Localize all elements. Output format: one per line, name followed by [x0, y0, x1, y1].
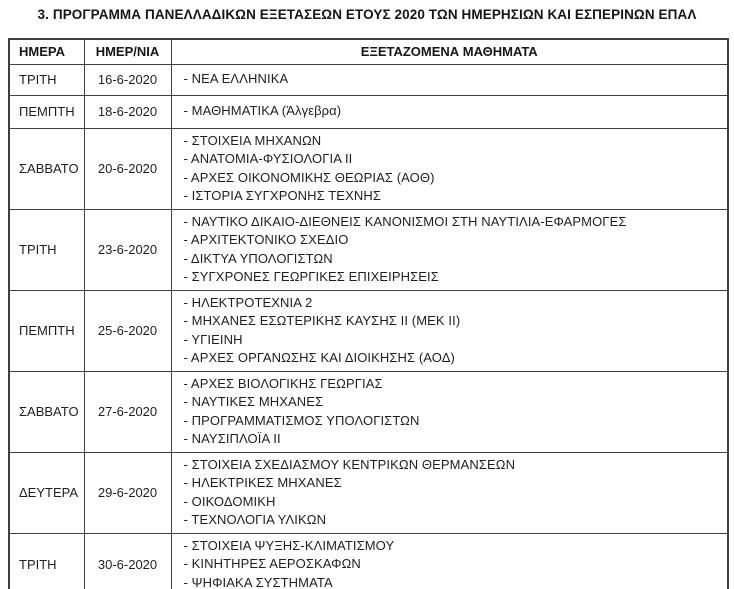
page-title: 3. ΠΡΟΓΡΑΜΜΑ ΠΑΝΕΛΛΑΔΙΚΩΝ ΕΞΕΤΑΣΕΩΝ ΕΤΟΥΣ 2020 ΤΩΝ ΗΜΕΡΗΣΙΩΝ ΚΑΙ ΕΣΠΕΡΙΝΩΝ ΕΠΑΛ: [37, 7, 697, 22]
header-subjects: ΕΞΕΤΑΖΟΜΕΝΑ ΜΑΘΗΜΑΤΑ: [171, 39, 728, 64]
subjects-cell: [171, 533, 728, 589]
subject-line: - ΜΗΧΑΝΕΣ ΕΣΩΤΕΡΙΚΗΣ ΚΑΥΣΗΣ II (ΜΕΚ II): [183, 313, 461, 328]
table-row: [9, 371, 728, 452]
subject-line: - ΟΙΚΟΔΟΜΙΚΗ: [183, 493, 276, 509]
table-row: [9, 128, 728, 209]
day-cell: ΣΑΒΒΑΤΟ: [9, 371, 84, 452]
table-row: [9, 452, 728, 533]
subject-line: - ΝΕΑ ΕΛΛΗΝΙΚΑ: [183, 71, 289, 87]
day-cell: ΤΡΙΤΗ: [9, 209, 84, 290]
subject-line: - ΝΑΥΣΙΠΛΟΪΑ II: [183, 431, 281, 446]
subject-line: - ΚΙΝΗΤΗΡΕΣ ΑΕΡΟΣΚΑΦΩΝ: [183, 556, 361, 571]
day-cell: ΤΡΙΤΗ: [9, 533, 84, 589]
subject-line: - ΑΡΧΕΣ ΟΙΚΟΝΟΜΙΚΗΣ ΘΕΩΡΙΑΣ (ΑΟΘ): [183, 169, 435, 185]
subject-line: - ΑΡΧΕΣ ΟΡΓΑΝΩΣΗΣ ΚΑΙ ΔΙΟΙΚΗΣΗΣ (ΑΟΔ): [183, 350, 455, 365]
date-cell: 18-6-2020: [84, 95, 171, 128]
table-row: [9, 290, 728, 371]
subjects-cell: [171, 64, 728, 95]
subject-line: - ΙΣΤΟΡΙΑ ΣΥΓΧΡΟΝΗΣ ΤΕΧΝΗΣ: [183, 188, 381, 203]
subject-line: - ΣΤΟΙΧΕΙΑ ΜΗΧΑΝΩΝ: [183, 132, 322, 148]
subject-line: - ΝΑΥΤΙΚΟ ΔΙΚΑΙΟ-ΔΙΕΘΝΕΙΣ ΚΑΝΟΝΙΣΜΟΙ ΣΤΗ ΝΑΥΤΙΛΙΑ-ΕΦΑΡΜΟΓΕΣ: [183, 213, 627, 229]
exam-schedule-table: [8, 38, 729, 589]
subject-line: - ΣΥΓΧΡΟΝΕΣ ΓΕΩΡΓΙΚΕΣ ΕΠΙΧΕΙΡΗΣΕΙΣ: [183, 269, 439, 284]
date-cell: 23-6-2020: [84, 209, 171, 290]
subject-line: - ΑΡΧΕΣ ΒΙΟΛΟΓΙΚΗΣ ΓΕΩΡΓΙΑΣ: [183, 375, 383, 391]
subject-line: - ΔΙΚΤΥΑ ΥΠΟΛΟΓΙΣΤΩΝ: [183, 250, 333, 266]
schedule-table-body: [9, 64, 728, 589]
day-cell: ΣΑΒΒΑΤΟ: [9, 128, 84, 209]
header-day: ΗΜΕΡΑ: [9, 39, 84, 64]
subjects-cell: [171, 290, 728, 371]
table-row: [9, 533, 728, 589]
subject-line: - ΣΤΟΙΧΕΙΑ ΣΧΕΔΙΑΣΜΟΥ ΚΕΝΤΡΙΚΩΝ ΘΕΡΜΑΝΣΕΩΝ: [183, 456, 516, 472]
subject-line: - ΑΝΑΤΟΜΙΑ-ΦΥΣΙΟΛΟΓΙΑ II: [183, 151, 353, 166]
subject-line: - ΠΡΟΓΡΑΜΜΑΤΙΣΜΟΣ ΥΠΟΛΟΓΙΣΤΩΝ: [183, 412, 420, 428]
header-row: [9, 39, 728, 64]
table-row: [9, 209, 728, 290]
subject-line: - ΑΡΧΙΤΕΚΤΟΝΙΚΟ ΣΧΕΔΙΟ: [183, 232, 349, 247]
date-cell: 16-6-2020: [84, 64, 171, 95]
day-cell: ΠΕΜΠΤΗ: [9, 95, 84, 128]
date-cell: 30-6-2020: [84, 533, 171, 589]
subjects-cell: [171, 128, 728, 209]
table-row: [9, 95, 728, 128]
subject-line: - ΤΕΧΝΟΛΟΓΙΑ ΥΛΙΚΩΝ: [183, 512, 327, 527]
subjects-cell: [171, 371, 728, 452]
subject-line: - ΜΑΘΗΜΑΤΙΚΑ (Άλγεβρα): [183, 103, 342, 119]
subject-line: - ΣΤΟΙΧΕΙΑ ΨΥΞΗΣ-ΚΛΙΜΑΤΙΣΜΟΥ: [183, 537, 395, 553]
date-cell: 25-6-2020: [84, 290, 171, 371]
subject-line: - ΝΑΥΤΙΚΕΣ ΜΗΧΑΝΕΣ: [183, 394, 324, 409]
day-cell: ΠΕΜΠΤΗ: [9, 290, 84, 371]
date-cell: 27-6-2020: [84, 371, 171, 452]
subject-line: - ΨΗΦΙΑΚΑ ΣΥΣΤΗΜΑΤΑ: [183, 574, 333, 589]
date-cell: 29-6-2020: [84, 452, 171, 533]
subjects-cell: [171, 95, 728, 128]
header-date: ΗΜΕΡ/ΝΙΑ: [84, 39, 171, 64]
day-cell: ΔΕΥΤΕΡΑ: [9, 452, 84, 533]
subject-line: - ΗΛΕΚΤΡΙΚΕΣ ΜΗΧΑΝΕΣ: [183, 475, 342, 490]
table-row: [9, 64, 728, 95]
subjects-cell: [171, 452, 728, 533]
day-cell: ΤΡΙΤΗ: [9, 64, 84, 95]
subject-line: - ΗΛΕΚΤΡΟΤΕΧΝΙΑ 2: [183, 294, 313, 310]
date-cell: 20-6-2020: [84, 128, 171, 209]
subjects-cell: [171, 209, 728, 290]
subject-line: - ΥΓΙΕΙΝΗ: [183, 331, 243, 347]
table-header: [9, 39, 728, 64]
